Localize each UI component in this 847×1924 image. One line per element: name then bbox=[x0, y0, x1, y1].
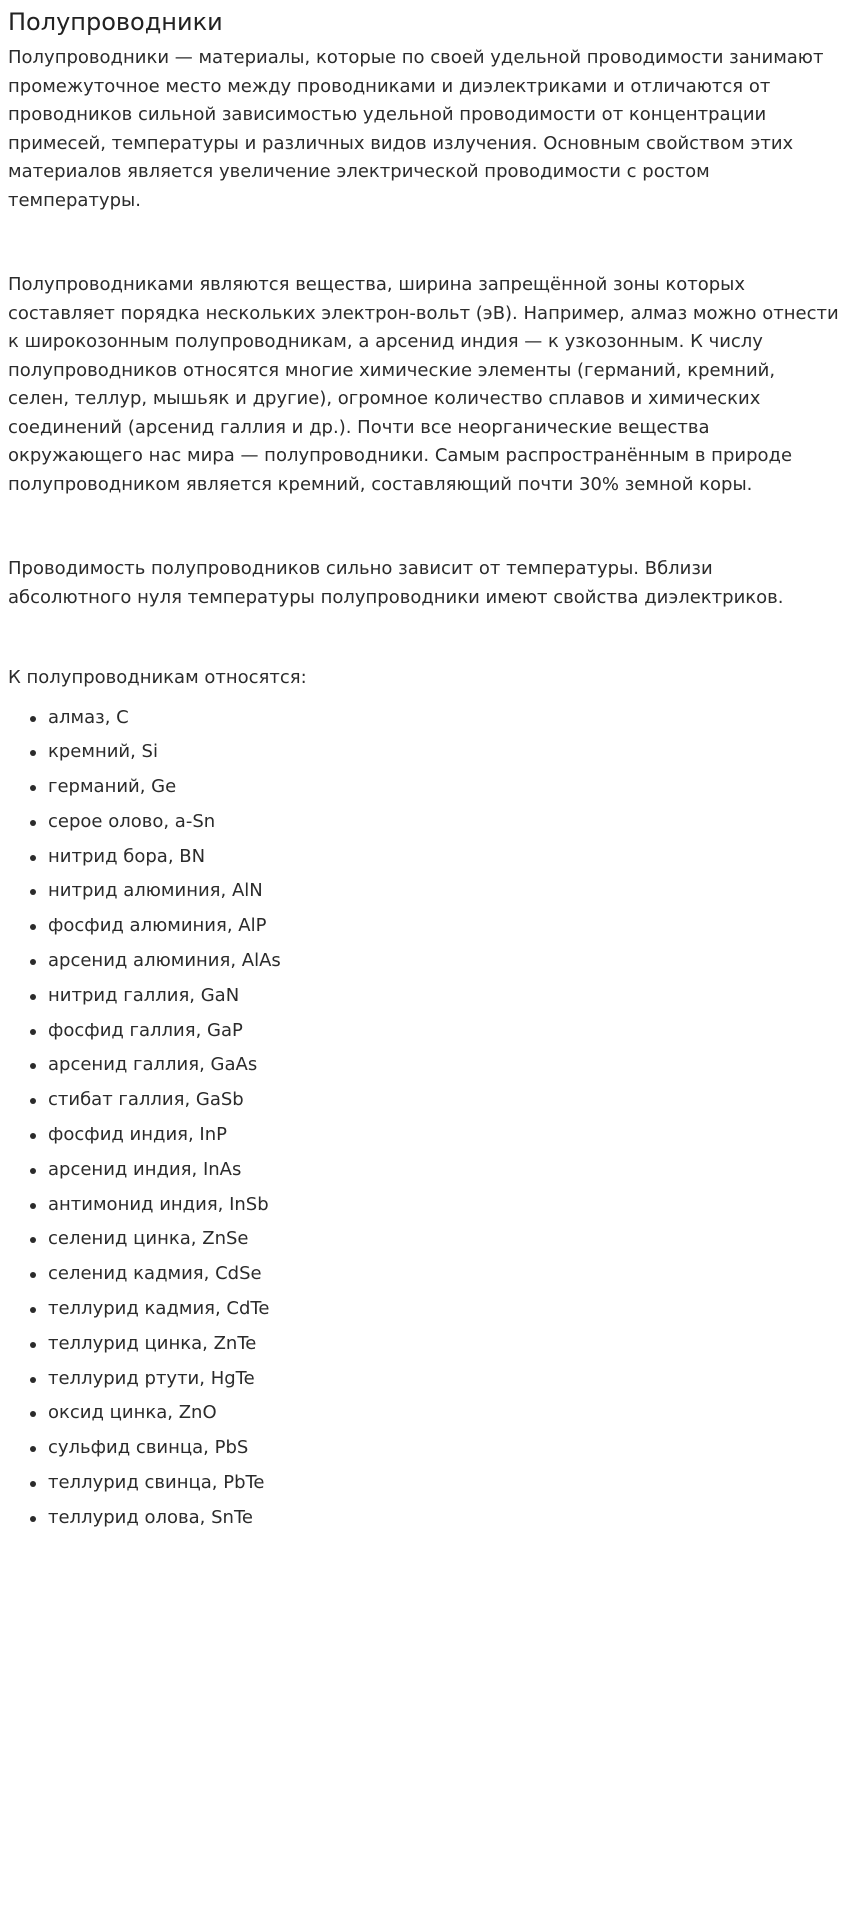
list-item: нитрид алюминия, AlN bbox=[48, 874, 839, 909]
list-item: кремний, Si bbox=[48, 735, 839, 770]
band-gap-paragraph: Полупроводниками являются вещества, ширина запрещённой зоны которых составляет порядка нескольких электрон-вольт (эВ). Например, алмаз можно отнести к широкозонным полупроводникам, а арсенид индия — к узкозонным. К числу полупроводников относятся многие химические элементы (германий, кремний, селен, теллур, мышьяк и другие), огромное количество сплавов и химических соединений (арсенид галлия и др.). Почти все неорганические вещества окружающего нас мира — полупроводники. Самым распространённым в природе полупроводником является кремний, составляющий почти 30% земной коры. bbox=[8, 274, 839, 495]
list-item: стибат галлия, GaSb bbox=[48, 1083, 839, 1118]
page-title: Полупроводники bbox=[8, 8, 223, 36]
list-item: сульфид свинца, PbS bbox=[48, 1431, 839, 1466]
list-item: германий, Ge bbox=[48, 770, 839, 805]
list-intro: К полупроводникам относятся: bbox=[8, 667, 307, 688]
list-item: арсенид галлия, GaAs bbox=[48, 1048, 839, 1083]
list-item: теллурид олова, SnTe bbox=[48, 1501, 839, 1536]
list-item: фосфид индия, InP bbox=[48, 1118, 839, 1153]
list-item: арсенид индия, InAs bbox=[48, 1153, 839, 1188]
list-item: оксид цинка, ZnO bbox=[48, 1396, 839, 1431]
list-item: серое олово, a-Sn bbox=[48, 805, 839, 840]
list-item: фосфид алюминия, AlP bbox=[48, 909, 839, 944]
list-item: нитрид галлия, GaN bbox=[48, 979, 839, 1014]
list-item: теллурид цинка, ZnTe bbox=[48, 1327, 839, 1362]
list-item: селенид цинка, ZnSe bbox=[48, 1222, 839, 1257]
list-item: теллурид свинца, PbTe bbox=[48, 1466, 839, 1501]
list-item: антимонид индия, InSb bbox=[48, 1188, 839, 1223]
list-item: теллурид ртути, HgTe bbox=[48, 1362, 839, 1397]
list-item: теллурид кадмия, CdTe bbox=[48, 1292, 839, 1327]
list-item: селенид кадмия, CdSe bbox=[48, 1257, 839, 1292]
intro-paragraph: Полупроводники — материалы, которые по своей удельной проводимости занимают промежуточное место между проводниками и диэлектриками и отличаются от проводников сильной зависимостью удельной проводимости от концентрации примесей, температуры и различных видов излучения. Основным свойством этих материалов является увеличение электрической проводимости с ростом температуры. bbox=[8, 47, 824, 211]
temperature-paragraph: Проводимость полупроводников сильно зависит от температуры. Вблизи абсолютного нуля температуры полупроводники имеют свойства диэлектриков. bbox=[8, 558, 784, 608]
materials-list bbox=[8, 701, 839, 1536]
list-item: фосфид галлия, GaP bbox=[48, 1014, 839, 1049]
list-item: нитрид бора, BN bbox=[48, 840, 839, 875]
list-item: алмаз, C bbox=[48, 701, 839, 736]
list-item: арсенид алюминия, AlAs bbox=[48, 944, 839, 979]
